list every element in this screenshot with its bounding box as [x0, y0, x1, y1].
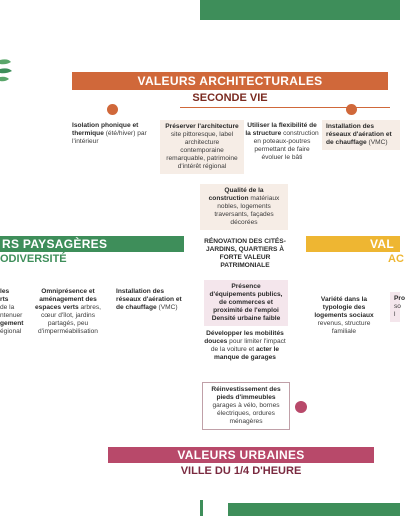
bottom-green-band [228, 503, 400, 516]
isolation-item: Isolation phonique et thermique (été/hiver) par l'intérieur [72, 122, 147, 145]
installation-mid-item: Installation des réseaux d'aération et de chauffage (VMC) [116, 288, 182, 311]
architectural-node-left [107, 104, 118, 115]
preserver-item: Préserver l'architecture site pittoresque, label architecture contemporaine remarquable, patrimoine d'intérêt régional [160, 120, 244, 174]
paysageres-subtitle: ODIVERSITÉ [0, 253, 67, 265]
top-green-band [200, 0, 400, 20]
presence-item: Présence d'équipements publics, de commerces et proximité de l'emploi Densité urbaine faible [204, 280, 288, 326]
urbaines-subtitle: VILLE DU 1/4 D'HEURE [180, 465, 302, 477]
leaf-icon [0, 56, 12, 82]
architectural-title: VALEURS ARCHITECTURALES [137, 74, 323, 88]
pro-partial-item: Pro so l [390, 292, 400, 322]
renovation-heading: RÉNOVATION DES CITÉS-JARDINS, QUARTIERS À FORTE VALEUR PATRIMONIALE [204, 238, 286, 269]
right-subtitle: AC [388, 253, 404, 265]
paysageres-title: RS PAYSAGÈRES [2, 237, 108, 251]
utiliser-item: Utiliser la flexibilité de la structure construction en poteaux-poutres permettant de faire évoluer le bâti [245, 122, 319, 161]
left-partial-item: les rts de la ntenuer gement égional [0, 288, 24, 335]
bottom-divider [200, 500, 203, 516]
right-title: VAL [370, 237, 395, 251]
omnipresence-item: Omniprésence et aménagement des espaces verts arbres, cœur d'îlot, jardins partagés, peu d'imperméabilisation [35, 288, 101, 335]
right-banner [306, 236, 400, 252]
variete-item: Variété dans la typologie des logements sociaux revenus, structure familiale [314, 296, 374, 335]
qualite-item: Qualité de la construction matériaux nobles, logements traversants, façades décorées [200, 184, 288, 230]
architectural-subtitle: SECONDE VIE [192, 92, 268, 104]
architectural-connector [180, 107, 390, 108]
reinvestissement-item: Réinvestissement des pieds d'immeubles garages à vélo, bornes électriques, ordures ménagères [202, 382, 290, 430]
developper-item: Développer les mobilités douces pour limiter l'impact de la voiture et acter le manque de garages [204, 330, 286, 361]
urbaines-node [295, 401, 307, 413]
paysageres-banner [0, 236, 184, 252]
architectural-banner [72, 72, 388, 90]
urbaines-banner [108, 447, 374, 463]
urbaines-title: VALEURS URBAINES [177, 448, 305, 462]
installation-top-item: Installation des réseaux d'aération et de chauffage (VMC) [322, 120, 400, 150]
architectural-node-right [346, 104, 357, 115]
